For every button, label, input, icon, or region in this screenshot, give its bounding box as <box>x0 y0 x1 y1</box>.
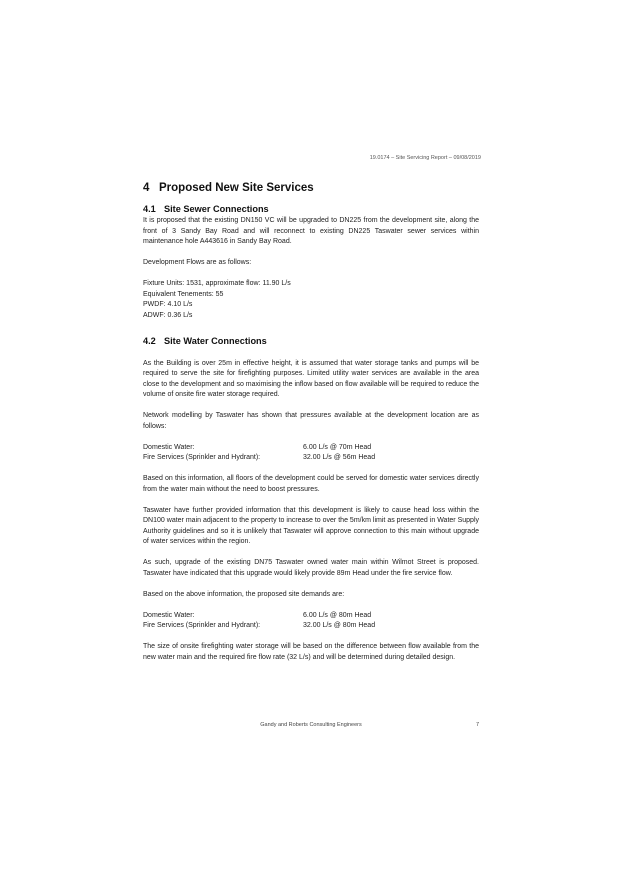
pressure-value: 32.00 L/s @ 56m Head <box>303 454 376 461</box>
page-number: 7 <box>475 722 479 728</box>
demand-label: Domestic Water: <box>143 611 195 619</box>
water-paragraph-6: Based on the above information, the proposed site demands are: <box>143 590 345 598</box>
demand-row <box>143 621 479 632</box>
flow-line: PWDF: 4.10 L/s <box>143 301 193 308</box>
flows-intro: Development Flows are as follows: <box>143 259 252 266</box>
header-reference: 19.0174 – Site Servicing Report – 09/08/2019 <box>369 155 481 161</box>
water-paragraph-1: As the Building is over 25m in effective height, it is assumed that water storage tanks and pumps will be required to serve the site for firefighting purposes. Limited utility water services are available in the area close to the development and so maximising the inflow based on flow available will be required to reduce the volume of onsite fire water storage required. <box>143 359 479 398</box>
demand-value: 6.00 L/s @ 80m Head <box>303 611 372 619</box>
pressure-row <box>143 443 479 454</box>
page-content <box>143 180 479 663</box>
water-paragraph-5: As such, upgrade of the existing DN75 Taswater owned water main within Wilmot Street is proposed. Taswater have indicated that this upgrade would likely provide 89m Head under the fire service flow. <box>143 559 479 577</box>
water-paragraph-2: Network modelling by Taswater has shown that pressures available at the development location are as follows: <box>143 412 479 430</box>
subsection-title: Site Sewer Connections <box>164 204 269 214</box>
section-number: 4 <box>143 182 150 194</box>
section-heading <box>143 180 479 196</box>
water-paragraph-4: Taswater have further provided information that this development is likely to cause head loss within the DN100 water main adjacent to the property to increase to over the 5m/km limit as presented in Water Supply Authority guidelines and so it is unlikely that Taswater will approve connection to this main without upgrade of water services within the region. <box>143 506 479 545</box>
pressure-label: Fire Services (Sprinkler and Hydrant): <box>143 454 261 461</box>
subsection-number: 4.1 <box>143 204 156 214</box>
section-title: Proposed New Site Services <box>159 182 314 194</box>
subsection-number: 4.2 <box>143 336 156 346</box>
pressure-value: 6.00 L/s @ 70m Head <box>303 443 372 451</box>
flow-line: Fixture Units: 1531, approximate flow: 11.90 L/s <box>143 280 291 287</box>
footer-company: Gandy and Roberts Consulting Engineers <box>260 722 362 728</box>
flow-line: ADWF: 0.36 L/s <box>143 311 193 319</box>
demand-row <box>143 611 479 622</box>
demand-value: 32.00 L/s @ 80m Head <box>303 622 376 629</box>
subsection-heading-water <box>143 335 479 348</box>
water-paragraph-3: Based on this information, all floors of the development could be served for domestic water services directly from the water main without the need to boost pressures. <box>143 475 479 493</box>
subsection-title: Site Water Connections <box>164 336 267 346</box>
pressure-row <box>143 453 479 464</box>
water-paragraph-7: The size of onsite firefighting water storage will be based on the difference between flow available from the new water main and the required fire flow rate (32 L/s) and will be determined during detailed design. <box>143 643 479 661</box>
pressure-label: Domestic Water: <box>143 443 195 451</box>
flow-line: Equivalent Tenements: 55 <box>143 290 224 298</box>
sewer-intro-paragraph: It is proposed that the existing DN150 VC will be upgraded to DN225 from the development site, along the front of 3 Sandy Bay Road and will reconnect to existing DN225 Taswater sewer services within maintenance hole A443616 in Sandy Bay Road. <box>143 217 479 245</box>
subsection-heading-sewer <box>143 203 479 216</box>
demand-label: Fire Services (Sprinkler and Hydrant): <box>143 622 261 629</box>
